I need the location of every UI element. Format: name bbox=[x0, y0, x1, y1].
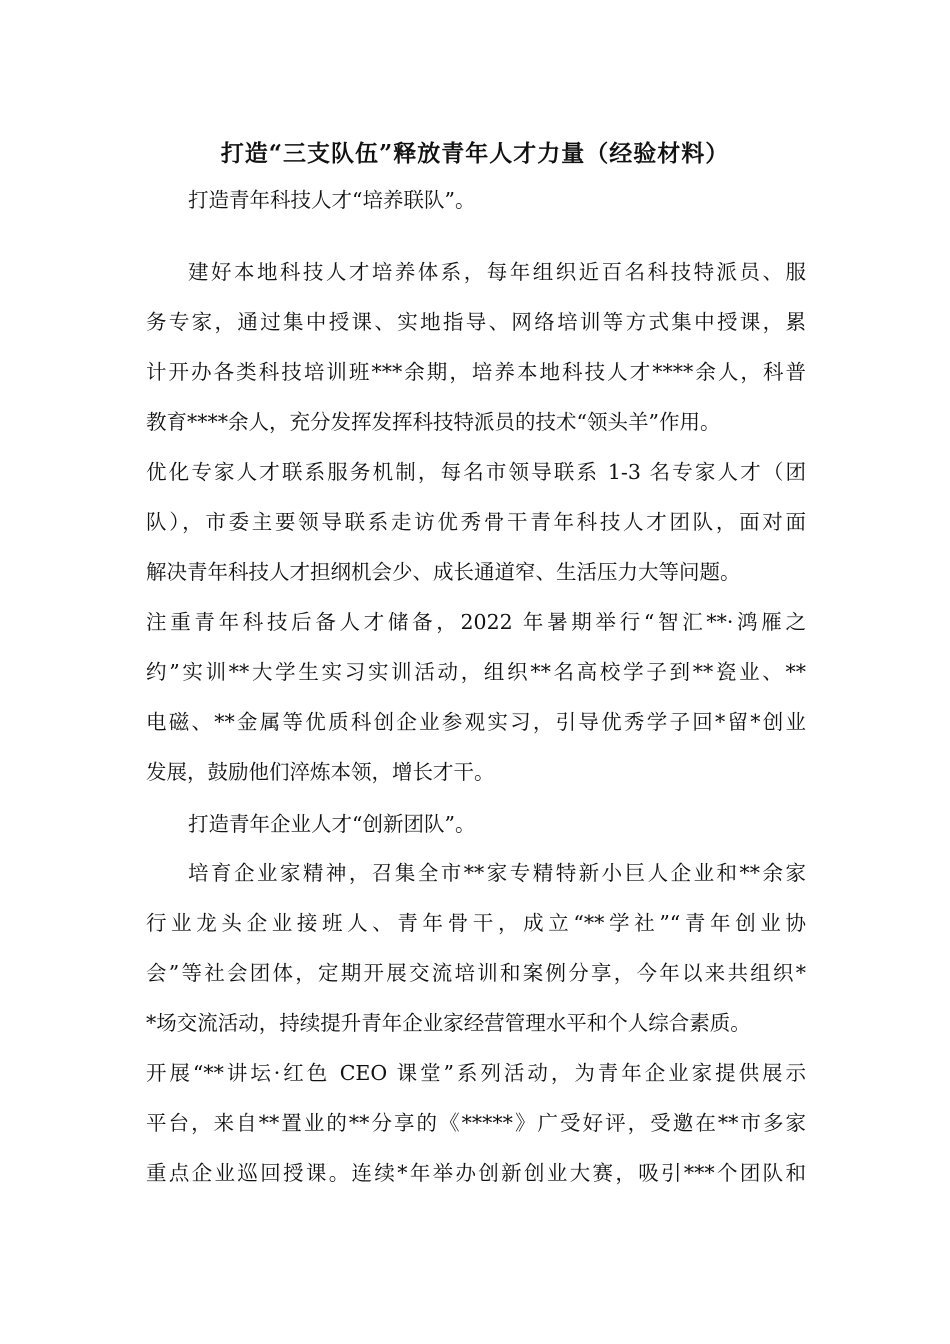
paragraph-line: 队），市委主要领导联系走访优秀骨干青年科技人才团队，面对面 bbox=[146, 510, 806, 534]
paragraph-line: 平台，来自**置业的**分享的《*****》广受好评，受邀在**市多家 bbox=[146, 1111, 806, 1135]
paragraph-line: 建好本地科技人才培养体系，每年组织近百名科技特派员、服 bbox=[188, 260, 806, 284]
paragraph-line: 约”实训**大学生实习实训活动，组织**名高校学子到**瓷业、** bbox=[146, 660, 806, 684]
paragraph-line: 注重青年科技后备人才储备，2022 年暑期举行“智汇**·鸿雁之 bbox=[146, 610, 806, 634]
paragraph-line: 开展“**讲坛·红色 CEO 课堂”系列活动，为青年企业家提供展示 bbox=[146, 1061, 806, 1085]
paragraph-line: *场交流活动，持续提升青年企业家经营管理水平和个人综合素质。 bbox=[146, 1011, 751, 1035]
paragraph-line: 电磁、**金属等优质科创企业参观实习，引导优秀学子回*留*创业 bbox=[146, 710, 806, 734]
paragraph-line: 发展，鼓励他们淬炼本领，增长才干。 bbox=[146, 760, 495, 784]
paragraph-line: 行业龙头企业接班人、青年骨干，成立“**学社”“青年创业协 bbox=[146, 911, 806, 935]
paragraph-line: 计开办各类科技培训班***余期，培养本地科技人才****余人，科普 bbox=[146, 360, 806, 384]
paragraph-line: 解决青年科技人才担纲机会少、成长通道窄、生活压力大等问题。 bbox=[146, 560, 741, 584]
document-title: 打造“三支队伍”释放青年人才力量（经验材料） bbox=[220, 140, 730, 167]
paragraph-line: 培育企业家精神，召集全市**家专精特新小巨人企业和**余家 bbox=[188, 861, 806, 885]
section-heading-1: 打造青年科技人才“培养联队”。 bbox=[188, 188, 476, 212]
paragraph-line: 会”等社会团体，定期开展交流培训和案例分享，今年以来共组织* bbox=[146, 961, 806, 985]
section-heading-2: 打造青年企业人才“创新团队”。 bbox=[188, 812, 476, 836]
paragraph-line: 优化专家人才联系服务机制，每名市领导联系 1-3 名专家人才（团 bbox=[146, 460, 806, 484]
paragraph-line: 重点企业巡回授课。连续*年举办创新创业大赛，吸引***个团队和 bbox=[146, 1161, 806, 1185]
paragraph-line: 务专家，通过集中授课、实地指导、网络培训等方式集中授课，累 bbox=[146, 310, 806, 334]
paragraph-line: 教育****余人，充分发挥发挥科技特派员的技术“领头羊”作用。 bbox=[146, 410, 721, 434]
